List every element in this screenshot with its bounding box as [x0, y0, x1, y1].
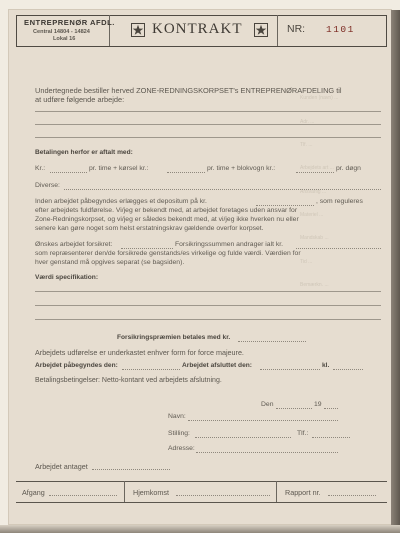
side-mark: Kunden (navn) ...	[300, 95, 339, 101]
year-field[interactable]	[324, 408, 338, 409]
date-label: Den	[261, 401, 274, 408]
accepted-field[interactable]	[92, 469, 170, 470]
star-emblem-icon	[254, 23, 268, 37]
report-number-field[interactable]	[328, 495, 376, 496]
year-prefix: 19	[314, 401, 322, 408]
premium-field[interactable]	[238, 341, 306, 342]
position-label: Stilling:	[168, 430, 190, 437]
side-mark: Bemærkn. ...	[300, 282, 329, 288]
return-field[interactable]	[176, 495, 270, 496]
departure-label: Afgang	[22, 488, 45, 497]
footer-divider	[124, 481, 125, 502]
date-field[interactable]	[276, 408, 312, 409]
local-line: Lokal 16	[53, 36, 76, 42]
diverse-field[interactable]	[64, 189, 381, 190]
start-date-field[interactable]	[122, 369, 180, 370]
start-date-label: Arbejdet påbegyndes den:	[35, 362, 118, 369]
time-label: kl.	[322, 362, 330, 369]
name-field[interactable]	[188, 420, 338, 421]
deposit-line: Zone-Redningskorpset, og vi/jeg er således bekendt med, at vi/jeg ikke hverken nu eller	[35, 216, 299, 223]
company-name: ENTREPRENØR AFDL.	[24, 18, 115, 27]
contract-number: 1101	[326, 24, 355, 35]
side-mark: Arbejdets art ...	[300, 165, 334, 171]
position-field[interactable]	[195, 437, 291, 438]
insurance-line: hver genstand må opgives separat (se bagsiden).	[35, 259, 185, 266]
phone-field[interactable]	[312, 437, 350, 438]
side-mark: Adr. ...	[300, 119, 315, 125]
footer-top-rule	[16, 481, 387, 482]
intro-line: at udføre følgende arbejde:	[35, 95, 125, 104]
deposit-line: senere kan gøre noget som helst erstatningskrav gældende overfor korpset.	[35, 225, 264, 232]
insurance-question: Ønskes arbejdet forsikret:	[35, 241, 113, 248]
footer-bottom-rule	[16, 502, 387, 503]
phone-line: Central 14804 - 14824	[33, 29, 90, 35]
number-label: NR:	[287, 23, 306, 35]
value-spec-heading: Værdi specifikation:	[35, 274, 99, 281]
star-emblem-icon	[131, 23, 145, 37]
report-number-label: Rapport nr.	[285, 488, 321, 497]
force-majeure-text: Arbejdets udførelse er underkastet enhver form for force majeure.	[35, 348, 244, 357]
insurance-sum-label: Forsikringssummen andrager ialt kr.	[175, 241, 284, 248]
payment-time-blokvogn-label: pr. time + blokvogn kr.:	[207, 165, 276, 172]
payment-terms: Betalingsbetingelser: Netto-kontant ved arbejdets afslutning.	[35, 377, 222, 384]
name-label: Navn:	[168, 413, 186, 420]
value-spec-line[interactable]	[35, 319, 381, 320]
payment-doegn-label: pr. døgn	[336, 165, 361, 172]
departure-field[interactable]	[49, 495, 117, 496]
side-mark: Tid ...	[300, 259, 313, 265]
kersel-field[interactable]	[167, 172, 205, 173]
end-date-field[interactable]	[260, 369, 320, 370]
deposit-line: Inden arbejdet påbegyndes erlægges et depositum på kr.	[35, 198, 207, 205]
header-top-rule	[16, 15, 387, 16]
side-mark: Materiel ...	[300, 212, 324, 218]
side-mark: Ansvarlig ...	[300, 189, 327, 195]
work-description-line[interactable]	[35, 111, 381, 112]
header-bottom-rule	[16, 46, 387, 47]
paper-edge-shadow	[391, 10, 400, 533]
scan-bottom-edge	[0, 525, 400, 533]
value-spec-line[interactable]	[35, 305, 381, 306]
blokvogn-field[interactable]	[296, 172, 334, 173]
phone-label: Tlf.:	[297, 430, 309, 437]
kr-field[interactable]	[50, 172, 87, 173]
intro-line: Undertegnede bestiller herved ZONE-REDNINGSKORPSET's ENTREPRENØRAFDELING til	[35, 86, 342, 95]
end-date-label: Arbejdet afsluttet den:	[182, 362, 252, 369]
side-mark: Mandskab ...	[300, 235, 329, 241]
deposit-line-end: , som reguleres	[316, 198, 363, 205]
payment-heading: Betalingen herfor er aftalt med:	[35, 149, 133, 156]
payment-kr-label: Kr.:	[35, 165, 46, 172]
insurance-sum-field[interactable]	[296, 248, 381, 249]
deposit-field[interactable]	[256, 205, 314, 206]
header-divider	[277, 15, 278, 46]
footer-divider	[276, 481, 277, 502]
work-description-line[interactable]	[35, 124, 381, 125]
address-field[interactable]	[196, 452, 338, 453]
insurance-line: som repræsenterer den/de forsikrede genstands/es virkelige og fulde værdi. Værdien for	[35, 250, 301, 257]
header-right-rule	[386, 15, 387, 46]
form-title: KONTRAKT	[152, 21, 243, 37]
value-spec-line[interactable]	[35, 291, 381, 292]
address-label: Adresse:	[168, 445, 195, 452]
payment-time-kersel-label: pr. time + kørsel kr.:	[89, 165, 149, 172]
side-mark: Tlf. ...	[300, 142, 313, 148]
premium-heading: Forsikringspræmien betales med kr.	[117, 334, 231, 341]
return-label: Hjemkomst	[133, 488, 169, 497]
time-field[interactable]	[333, 369, 363, 370]
insurance-field[interactable]	[121, 248, 173, 249]
diverse-label: Diverse:	[35, 182, 60, 189]
header-left-rule	[16, 15, 17, 46]
accepted-label: Arbejdet antaget	[35, 462, 88, 471]
deposit-line: efter arbejdets fuldførelse. Vi/jeg er bekendt med, at arbejdet foretages uden ansvar for	[35, 207, 298, 214]
work-description-line[interactable]	[35, 137, 381, 138]
